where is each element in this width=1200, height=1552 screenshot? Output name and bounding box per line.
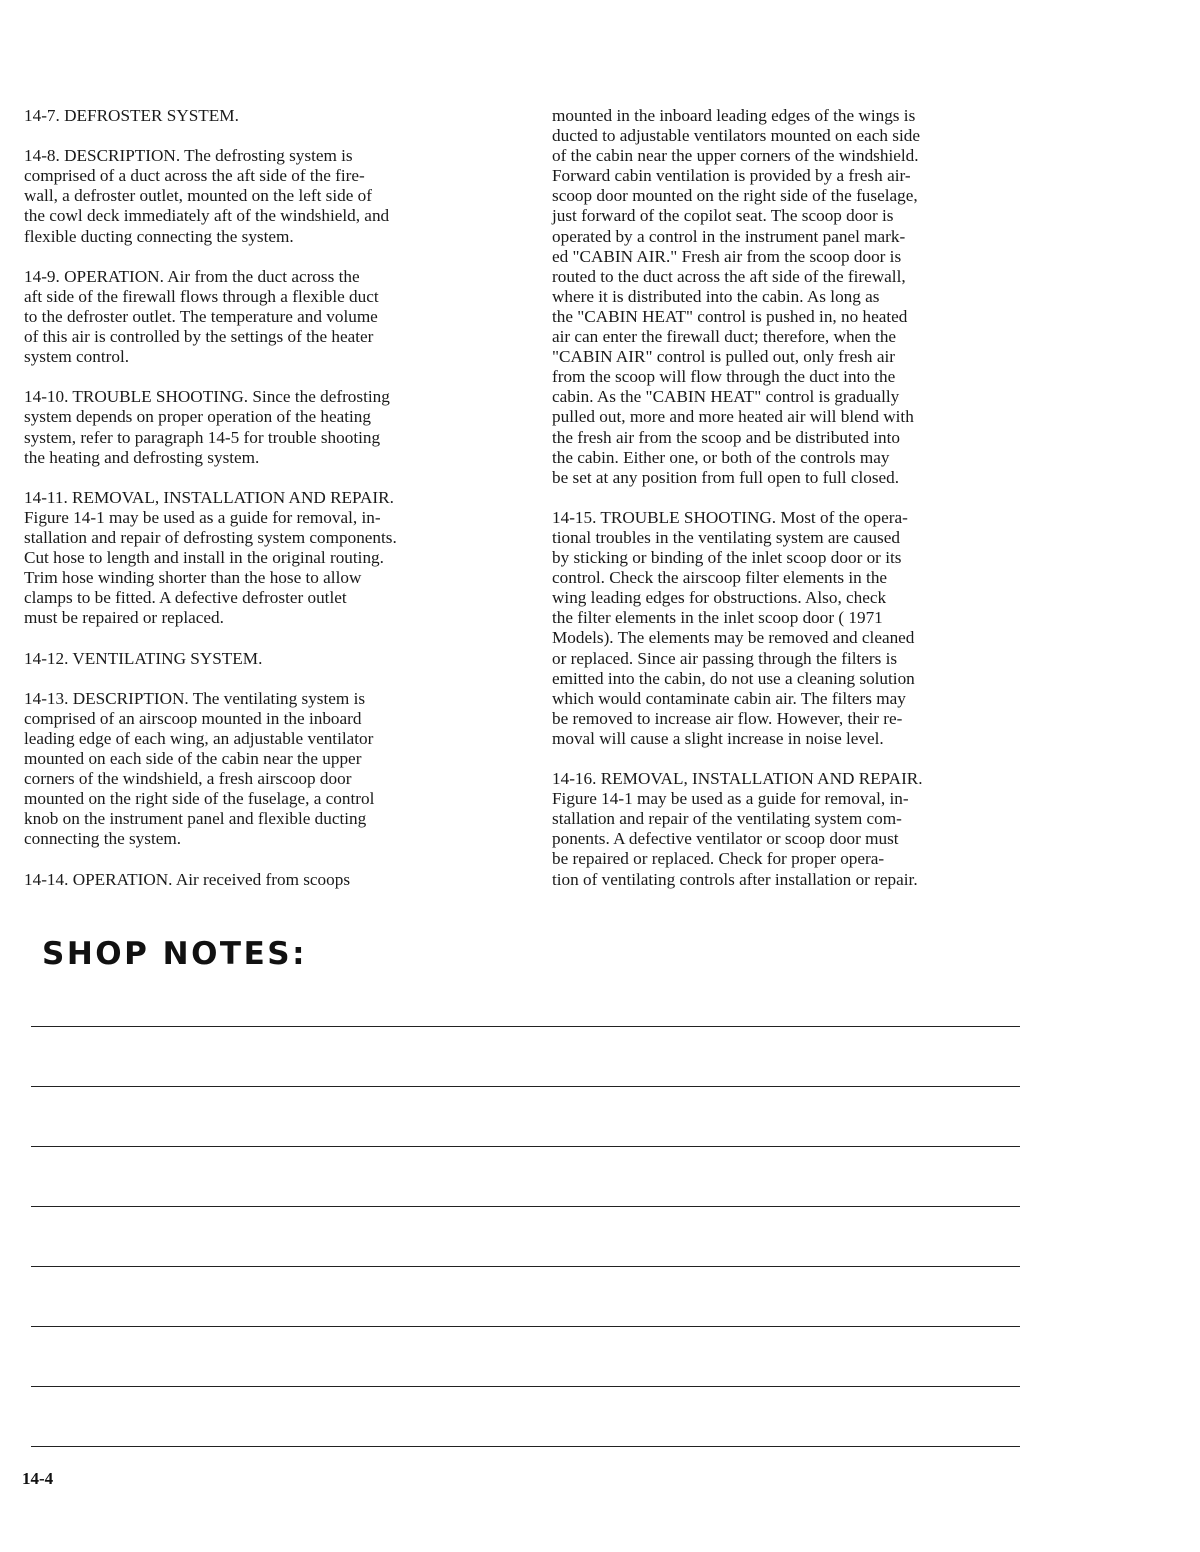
note-line xyxy=(31,1086,1020,1087)
left-column xyxy=(24,106,534,910)
paragraph-ventilating-operation-start: 14-14. OPERATION. Air received from scoops xyxy=(24,869,351,889)
note-line xyxy=(31,1386,1020,1387)
heading-defroster-system: 14-7. DEFROSTER SYSTEM. xyxy=(24,106,239,125)
paragraph-ventilating-operation-continued: mounted in the inboard leading edges of the wings is ducted to adjustable ventilators mounted on each side of the cabin near the upper corners of the windshield. Forward cabin ventilation is provided by a fresh air- scoop door mounted on the right side of the fuselage, just forward of the copilot seat. The scoop door is operated by a control in the instrument panel mark- ed "CABIN AIR." Fresh air from the scoop door is routed to the duct across the aft side of the firewall, where it is distributed into the cabin. As long as the "CABIN HEAT" control is pushed in, no heated air can enter the firewall duct; therefore, when the "CABIN AIR" control is pulled out, only fresh air from the scoop will flow through the duct into the cabin. As the "CABIN HEAT" control is gradually pulled out, more and more heated air will blend with the fresh air from the scoop and be distributed into the cabin. Either one, or both of the controls may be set at any position from full open to full closed. xyxy=(552,106,920,487)
paragraph-defroster-removal: 14-11. REMOVAL, INSTALLATION AND REPAIR. Figure 14-1 may be used as a guide for removal, in- stallation and repair of defrosting system components. Cut hose to length and install in the original routing. Trim hose winding shorter than the hose to allow clamps to be fitted. A defective defroster outlet must be repaired or replaced. xyxy=(24,487,397,628)
paragraph-defroster-description: 14-8. DESCRIPTION. The defrosting system is comprised of a duct across the aft side of the fire- wall, a defroster outlet, mounted on the left side of the cowl deck immediately aft of the windshield, and flexible ducting connecting the system. xyxy=(24,146,390,246)
paragraph-defroster-operation: 14-9. OPERATION. Air from the duct across the aft side of the firewall flows through a flexible duct to the defroster outlet. The temperature and volume of this air is controlled by the settings of the heater system control. xyxy=(24,266,379,367)
note-line xyxy=(31,1026,1020,1027)
note-line xyxy=(31,1206,1020,1207)
page-number: 14-4 xyxy=(22,1469,54,1488)
shop-notes-heading: SHOP NOTES: xyxy=(42,936,307,972)
heading-ventilating-system: 14-12. VENTILATING SYSTEM. xyxy=(24,648,263,668)
right-column xyxy=(552,106,1052,910)
note-line xyxy=(31,1146,1020,1147)
note-line xyxy=(31,1266,1020,1267)
paragraph-defroster-trouble-shooting: 14-10. TROUBLE SHOOTING. Since the defrosting system depends on proper operation of the heating system, refer to paragraph 14-5 for trouble shooting the heating and defrosting system. xyxy=(24,387,390,467)
paragraph-ventilating-trouble-shooting: 14-15. TROUBLE SHOOTING. Most of the opera- tional troubles in the ventilating system are caused by sticking or binding of the inlet scoop door or its control. Check the airscoop filter elements in the wing leading edges for obstructions. Also, check the filter elements in the inlet scoop door ( 1971 Models). The elements may be removed and cleaned or replaced. Since air passing through the filters is emitted into the cabin, do not use a cleaning solution which would contaminate cabin air. The filters may be removed to increase air flow. However, their re- moval will cause a slight increase in noise level. xyxy=(552,507,915,748)
paragraph-ventilating-removal: 14-16. REMOVAL, INSTALLATION AND REPAIR. Figure 14-1 may be used as a guide for removal, in- stallation and repair of the ventilating system com- ponents. A defective ventilator or scoop door must be repaired or replaced. Check for proper opera- tion of ventilating controls after installation or repair. xyxy=(552,769,923,889)
note-line xyxy=(31,1326,1020,1327)
paragraph-ventilating-description: 14-13. DESCRIPTION. The ventilating system is comprised of an airscoop mounted in the inboard leading edge of each wing, an adjustable ventilator mounted on each side of the cabin near the upper corners of the windshield, a fresh airscoop door mounted on the right side of the fuselage, a control knob on the instrument panel and flexible ducting connecting the system. xyxy=(24,688,375,849)
note-line xyxy=(31,1446,1020,1447)
